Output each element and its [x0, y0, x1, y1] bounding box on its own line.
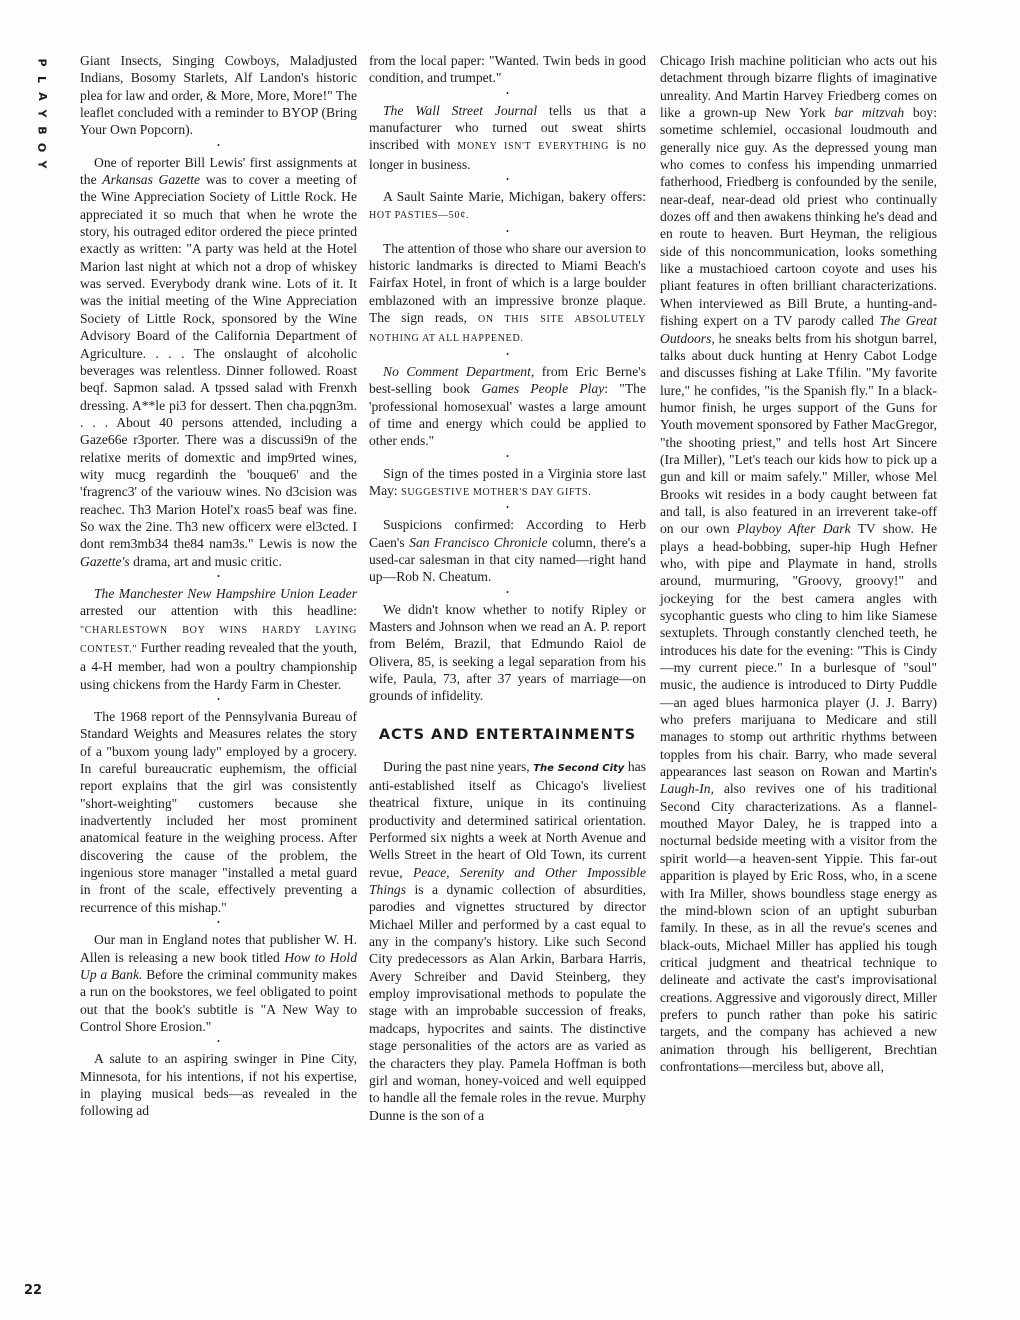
- masthead-letter: Y: [35, 160, 49, 169]
- bullet-separator: •: [217, 695, 220, 705]
- paragraph: No Comment Department, from Eric Berne's best-selling book Games People Play: "The 'professional homosexual' wastes a large amount of time and energy which could be applied to other ends.": [369, 363, 646, 449]
- masthead-letter: L: [35, 75, 49, 84]
- masthead-letter: Y: [35, 109, 49, 118]
- bullet-separator: •: [217, 140, 220, 150]
- paragraph: The 1968 report of the Pennsylvania Bureau of Standard Weights and Measures relates the story of a "buxom young lady" employed by a grocery. In careful bureaucratic euphemism, the official report explains that the girl was consistently "short-weighting" customers because she inadvertently included her most prominent anatomical feature in the weighing process. After discovering the cause of the problem, the ingenious store manager "installed a metal guard in front of the scale, effectively preventing a recurrence of this mishap.": [80, 709, 357, 915]
- masthead-logo: [30, 54, 54, 173]
- masthead-letter: O: [35, 142, 49, 153]
- paragraph: A Sault Sainte Marie, Michigan, bakery offers: HOT PASTIES—50¢.: [369, 189, 646, 222]
- bullet-separator: •: [217, 1037, 220, 1047]
- paragraph: Our man in England notes that publisher W. H. Allen is releasing a new book titled How to Hold Up a Bank. Before the criminal community makes a run on the bookstores, we feel obligated to point out that the book's subtitle is "A New Way to Control Shore Erosion.": [80, 932, 357, 1034]
- column-1: [80, 52, 357, 1120]
- paragraph: The Manchester New Hampshire Union Leader arrested our attention with this headline: "CHARLESTOWN BOY WINS HARDY LAYING CONTEST." Further reading revealed that the youth, a 4-H member, had won a poultry championship using chickens from the Hardy Farm in Chester.: [80, 585, 357, 692]
- paragraph: Giant Insects, Singing Cowboys, Maladjusted Indians, Bosomy Starlets, Alf Landon's historic plea for law and order, & More, More, More!" The leaflet concluded with a reminder to BYOP (Bring Your Own Popcorn).: [80, 53, 357, 138]
- column-3: [660, 52, 937, 1075]
- paragraph: A salute to an aspiring swinger in Pine City, Minnesota, for his intentions, if not his expertise, in playing musical beds—as revealed in the following ad: [80, 1051, 357, 1119]
- paragraph: One of reporter Bill Lewis' first assignments at the Arkansas Gazette was to cover a meeting of the Wine Appreciation Society of Little Rock. He appreciated it so much that when he wrote the story, his outraged editor ordered the piece printed exactly as written: "A party was held at the Hotel Marion last night at which not a drop of whiskey was served. Everybody drank wine. Lots of it. It was the initial meeting of the Wine Appreciation Society of Little Rock, sponsored by the Wine Advisory Board of the California Department of Agriculture. . . . The onslaught of alcoholic beverages was relentless. Dinner followed. Roast beqf. Sapmon salad. A tpssed salad with Frenxh dressing. A**le pi3 for dessert. Then cha.pqgn3m. . . . About 40 persons attended, including a Gaze66e r3porter. There was a discussi9n of the relatixe merits of domextic and imp9rted wines, wity mucg regardinh the 'bouque6' and the 'fragrenc3' of the variouw wines. No d3cision was reachec. Th3 Marion Hotel'x roas5 beaf was fine. So wax the 2ine. Th3 new officerx were el3cted. I dont rem3mb34 the84 nam3s." Lewis is now the Gazette's drama, art and music critic.: [80, 154, 357, 569]
- paragraph: During the past nine years, The Second City has anti-established itself as Chicago's liveliest theatrical fixture, unique in its continuing productivity and determined satirical orientation. Performed six nights a week at North Avenue and Wells Street in the heart of Old Town, its current revue, Peace, Serenity and Other Impossible Things is a dynamic collection of absurdities, parodies and vignettes structured by director Michael Miller and performed by a cast equal to any in the company's history. Like such Second City predecessors as Alan Arkin, Barbara Harris, Avery Schreiber and David Steinberg, they employ improvisational methods to populate the stage with an improbable succession of freaks, madcaps, hypocrites and saints. The distinctive stage personalities of the actors are as varied as the characters they play. Pamela Hoffman is both girl and woman, honey-voiced and well equipped to handle all the female roles in the revue. Murphy Dunne is the son of a: [369, 758, 646, 1123]
- bullet-separator: •: [506, 587, 509, 597]
- bullet-separator: •: [506, 175, 509, 185]
- bullet-separator: •: [506, 88, 509, 98]
- section-heading: ACTS AND ENTERTAINMENTS: [378, 726, 637, 743]
- paragraph: from the local paper: "Wanted. Twin beds in good condition, and trumpet.": [369, 53, 646, 86]
- paragraph: Suspicions confirmed: According to Herb Caen's San Francisco Chronicle column, there's a used-car salesman in that city named—right hand up—Rob N. Cheatum.: [369, 517, 647, 585]
- paragraph: Chicago Irish machine politician who acts out his detachment through bizarre flights of imaginative unreality. And Martin Harvey Friedberg comes on like a grown-up New York bar mitzvah boy: sometime schlemiel, occasional loudmouth and generally nice guy. As the depressed young man who comes to confess his impending unmarried fatherhood, Friedberg is confounded by the senile, near-deaf, near-dead old priest who continually dozes off and then awakens thinking he's dead and en route to heaven. Burt Heyman, the religious side of this noncommunication, looks something like a mustachioed cartoon coyote and uses his pliant features in often brilliant characterizations. When interviewed as Bill Brute, a hunting-and-fishing expert on a TV parody called The Great Outdoors, he sneaks belts from his shotgun barrel, talks about duck hunting at Henry Cabot Lodge and discusses fishing at Lake Tfilin. "My favorite lure," he confides, "is the Spanish fly." In a black-humor finish, he urges support of the Guns for Youth movement sponsored by Father MacGregor, "the shooting priest," and tells host Art Sincere (Ira Miller), "Let's teach our kids how to pick up a gun and kill or maim safely." Miller, whose Mel Brooks wit resides in a body caught between fat and tall, is also featured in an irreverent take-off on our own Playboy After Dark TV show. He plays a head-bobbing, super-hip Hugh Hefner who, with pipe and Playmate in hand, strolls around, murmuring, "Groovy, groovy!" and jockeying for the best camera angles with sycophantic guests who cling to him like Siamese sextuplets. Through constantly clenched teeth, he introduces his date for the evening: "This is Cindy—my current piece." In a burlesque of "soul" music, the audience is introduced to Dirty Puddle—an aged blues harmonica player (J. J. Barry) who prefers marijuana to Medicare and still manages to stomp out arthritic rhythms between topples from his chair. Barry, who made several appearances last season on Rowan and Martin's Laugh-In, also revives one of his traditional Second City characterizations. As a flannel-mouthed Mayor Daley, he is trapped into a nocturnal bedside meeting with a visitor from the spirit world—a heaven-sent Yippie. This far-out apparition is played by Eric Ross, who, in a scene with Ira Miller, shows boundless stage energy as the mind-blown scion of an uptight suburban family. In these, as in all the revue's scenes and black-outs, Michael Miller has applied his tough critical judgment and theatrical technique to delineate and activate the cast's improvisational creations. Aggressive and vigorously direct, Miller prefers to punch rather than poke his satiric targets, and the company has achieved a new animation through his belligerent, Brechtian confrontations—merciless but, above all,: [660, 53, 937, 1074]
- masthead-letter: P: [35, 58, 49, 67]
- bullet-separator: •: [506, 226, 509, 236]
- page-number: 22: [24, 1283, 43, 1298]
- bullet-separator: •: [506, 349, 509, 359]
- masthead-letter: B: [35, 126, 49, 135]
- bullet-separator: •: [506, 503, 509, 513]
- bullet-separator: •: [506, 451, 509, 461]
- masthead-letter: A: [35, 92, 49, 101]
- paragraph: The attention of those who share our aversion to historic landmarks is directed to Miami Beach's Fairfax Hotel, in front of which is a large boulder emblazoned with an impressive bronze plaque. The sign reads, ON THIS SITE ABSOLUTELY NOTHING AT ALL HAPPENED.: [369, 240, 646, 345]
- bullet-separator: •: [217, 571, 220, 581]
- paragraph: We didn't know whether to notify Ripley or Masters and Johnson when we read an A. P. report from Belém, Brazil, that Edmundo Raiol de Olivera, 85, is seeking a legal separation from his wife, Paula, 73, after 37 years of marriage—on grounds of infidelity.: [369, 601, 646, 704]
- paragraph: Sign of the times posted in a Virginia store last May: SUGGESTIVE MOTHER'S DAY GIFTS.: [369, 465, 646, 498]
- column-2: [369, 52, 646, 1124]
- bullet-separator: •: [217, 918, 220, 928]
- paragraph: The Wall Street Journal tells us that a manufacturer who turned out sweat shirts inscribed with MONEY ISN'T EVERYTHING is no longer in business.: [369, 102, 646, 172]
